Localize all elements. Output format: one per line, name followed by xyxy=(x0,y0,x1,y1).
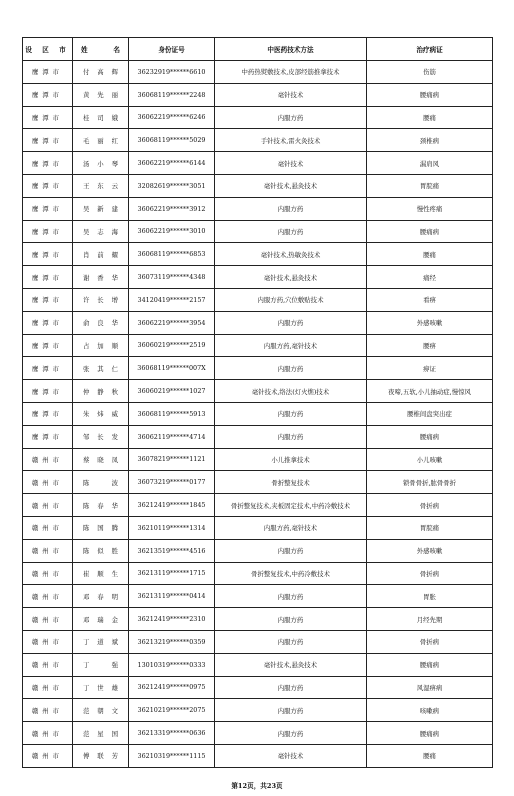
cell-indication: 腰椎间盘突出症 xyxy=(367,402,493,425)
table-row xyxy=(23,174,493,197)
cell-method: 内服方药 xyxy=(215,357,367,380)
cell-method: 内服方药 xyxy=(215,539,367,562)
cell-id: 36232919******6610 xyxy=(129,61,215,84)
cell-method: 内服方药,穴位敷贴技术 xyxy=(215,288,367,311)
cell-indication: 看痹 xyxy=(367,288,493,311)
cell-city: 鹰潭市 xyxy=(23,266,73,289)
table-row xyxy=(23,585,493,608)
cell-id: 36213119******0414 xyxy=(129,585,215,608)
cell-indication: 漏肩风 xyxy=(367,152,493,175)
cell-city: 赣州市 xyxy=(23,494,73,517)
table-row xyxy=(23,129,493,152)
header-city: 设 区 市 xyxy=(23,38,73,61)
cell-method: 内服方药 xyxy=(215,402,367,425)
cell-name: 邹长发 xyxy=(73,425,129,448)
table-header-row xyxy=(23,38,493,61)
cell-indication: 胃胀 xyxy=(367,585,493,608)
table-row xyxy=(23,699,493,722)
cell-name: 邓瑞金 xyxy=(73,608,129,631)
cell-indication: 腰痛 xyxy=(367,744,493,767)
cell-city: 鹰潭市 xyxy=(23,402,73,425)
table-row xyxy=(23,61,493,84)
table-row xyxy=(23,471,493,494)
table-row xyxy=(23,220,493,243)
cell-indication: 骨折病 xyxy=(367,494,493,517)
cell-indication: 腰痛病 xyxy=(367,722,493,745)
table-row xyxy=(23,266,493,289)
cell-method: 内服方药 xyxy=(215,197,367,220)
cell-id: 36210319******1115 xyxy=(129,744,215,767)
cell-name: 占加顺 xyxy=(73,334,129,357)
cell-city: 赣州市 xyxy=(23,653,73,676)
table-row xyxy=(23,83,493,106)
table-row xyxy=(23,380,493,403)
table-row xyxy=(23,334,493,357)
cell-indication: 痛经 xyxy=(367,266,493,289)
table-row xyxy=(23,494,493,517)
cell-name: 黄先丽 xyxy=(73,83,129,106)
cell-indication: 咳嗽病 xyxy=(367,699,493,722)
header-indication: 治疗病证 xyxy=(367,38,493,61)
cell-method: 内服方药 xyxy=(215,106,367,129)
cell-city: 鹰潭市 xyxy=(23,83,73,106)
cell-indication: 腰痛病 xyxy=(367,83,493,106)
cell-indication: 腰痛病 xyxy=(367,425,493,448)
cell-city: 鹰潭市 xyxy=(23,243,73,266)
cell-method: 内服方药 xyxy=(215,425,367,448)
cell-id: 36212419******0975 xyxy=(129,676,215,699)
cell-indication: 腰痛 xyxy=(367,106,493,129)
cell-indication: 颈椎病 xyxy=(367,129,493,152)
table-row xyxy=(23,516,493,539)
cell-method: 内服方药 xyxy=(215,699,367,722)
cell-indication: 慢性疼痛 xyxy=(367,197,493,220)
cell-name: 桂司娥 xyxy=(73,106,129,129)
cell-id: 36213519******4516 xyxy=(129,539,215,562)
table-row xyxy=(23,106,493,129)
cell-city: 鹰潭市 xyxy=(23,61,73,84)
cell-id: 36213319******0636 xyxy=(129,722,215,745)
cell-id: 36068119******6853 xyxy=(129,243,215,266)
cell-id: 36073219******0177 xyxy=(129,471,215,494)
cell-name: 谢香华 xyxy=(73,266,129,289)
cell-id: 36062119******4714 xyxy=(129,425,215,448)
cell-method: 内服方药 xyxy=(215,608,367,631)
cell-name: 仲静秋 xyxy=(73,380,129,403)
cell-id: 32082619******3051 xyxy=(129,174,215,197)
cell-id: 36078219******1121 xyxy=(129,448,215,471)
table-row xyxy=(23,357,493,380)
cell-city: 鹰潭市 xyxy=(23,197,73,220)
cell-id: 13010319******0333 xyxy=(129,653,215,676)
cell-name: 蔡晓凤 xyxy=(73,448,129,471)
cell-indication: 胃脘痛 xyxy=(367,516,493,539)
cell-id: 36060219******2519 xyxy=(129,334,215,357)
cell-city: 赣州市 xyxy=(23,699,73,722)
cell-method: 毫针技术 xyxy=(215,152,367,175)
cell-indication: 外感咳嗽 xyxy=(367,311,493,334)
cell-name: 付高辉 xyxy=(73,61,129,84)
cell-method: 毫针技术 xyxy=(215,83,367,106)
cell-city: 鹰潭市 xyxy=(23,425,73,448)
cell-indication: 风湿痹病 xyxy=(367,676,493,699)
cell-id: 36213119******1715 xyxy=(129,562,215,585)
cell-city: 赣州市 xyxy=(23,562,73,585)
cell-indication: 腰痛病 xyxy=(367,653,493,676)
cell-city: 赣州市 xyxy=(23,448,73,471)
cell-indication: 腰痛病 xyxy=(367,220,493,243)
cell-indication: 伤筋 xyxy=(367,61,493,84)
cell-method: 内服方药 xyxy=(215,676,367,699)
cell-indication: 夜啼,五软,小儿抽动症,慢惊风 xyxy=(367,380,493,403)
table-row xyxy=(23,630,493,653)
cell-id: 36212419******2310 xyxy=(129,608,215,631)
cell-method: 内服方药,毫针技术 xyxy=(215,334,367,357)
cell-method: 骨折整复技术,中药冷敷技术 xyxy=(215,562,367,585)
cell-name: 傅联芳 xyxy=(73,744,129,767)
cell-name: 丁强 xyxy=(73,653,129,676)
cell-id: 36073119******4348 xyxy=(129,266,215,289)
cell-indication: 月经先期 xyxy=(367,608,493,631)
table-row xyxy=(23,562,493,585)
cell-method: 毫针技术,悬灸技术 xyxy=(215,266,367,289)
cell-method: 手针技术,雷火灸技术 xyxy=(215,129,367,152)
cell-id: 36068119******007X xyxy=(129,357,215,380)
cell-city: 鹰潭市 xyxy=(23,129,73,152)
cell-city: 赣州市 xyxy=(23,585,73,608)
cell-city: 鹰潭市 xyxy=(23,311,73,334)
header-method: 中医药技术方法 xyxy=(215,38,367,61)
cell-method: 内服方药 xyxy=(215,311,367,334)
cell-id: 36210119******1314 xyxy=(129,516,215,539)
cell-method: 小儿推拿技术 xyxy=(215,448,367,471)
cell-name: 朱炜威 xyxy=(73,402,129,425)
table-row xyxy=(23,722,493,745)
cell-name: 俞良华 xyxy=(73,311,129,334)
cell-city: 赣州市 xyxy=(23,676,73,699)
cell-id: 36062219******6246 xyxy=(129,106,215,129)
cell-name: 邓春明 xyxy=(73,585,129,608)
cell-method: 中药热熨敷技术,皮部经筋推拿技术 xyxy=(215,61,367,84)
cell-name: 吴新建 xyxy=(73,197,129,220)
cell-city: 鹰潭市 xyxy=(23,106,73,129)
cell-method: 内服方药 xyxy=(215,220,367,243)
cell-id: 36068119******5913 xyxy=(129,402,215,425)
cell-id: 36068119******5029 xyxy=(129,129,215,152)
registry-table xyxy=(22,37,493,768)
cell-method: 毫针技术,热敏灸技术 xyxy=(215,243,367,266)
cell-name: 丁世雄 xyxy=(73,676,129,699)
table-row xyxy=(23,243,493,266)
cell-name: 许长增 xyxy=(73,288,129,311)
table-row xyxy=(23,539,493,562)
cell-method: 毫针技术,悬灸技术 xyxy=(215,653,367,676)
cell-name: 范星国 xyxy=(73,722,129,745)
cell-city: 鹰潭市 xyxy=(23,174,73,197)
table-row xyxy=(23,311,493,334)
cell-indication: 锁骨骨折,肱骨骨折 xyxy=(367,471,493,494)
cell-id: 36212419******1845 xyxy=(129,494,215,517)
cell-name: 汤小琴 xyxy=(73,152,129,175)
cell-city: 鹰潭市 xyxy=(23,334,73,357)
cell-name: 崔顺生 xyxy=(73,562,129,585)
table-row xyxy=(23,288,493,311)
cell-city: 赣州市 xyxy=(23,471,73,494)
cell-name: 肖前耀 xyxy=(73,243,129,266)
cell-name: 范朝文 xyxy=(73,699,129,722)
cell-city: 赣州市 xyxy=(23,630,73,653)
cell-indication: 骨折病 xyxy=(367,562,493,585)
cell-id: 34120419******2157 xyxy=(129,288,215,311)
cell-city: 赣州市 xyxy=(23,744,73,767)
cell-name: 陈波 xyxy=(73,471,129,494)
table-row xyxy=(23,425,493,448)
table-row xyxy=(23,744,493,767)
cell-city: 鹰潭市 xyxy=(23,152,73,175)
cell-name: 张其仁 xyxy=(73,357,129,380)
cell-city: 鹰潭市 xyxy=(23,380,73,403)
page-footer: 第12页，共23页 xyxy=(231,782,283,790)
cell-city: 赣州市 xyxy=(23,539,73,562)
cell-method: 毫针技术,络法(灯火燋)技术 xyxy=(215,380,367,403)
table-row xyxy=(23,653,493,676)
cell-id: 36062219******3954 xyxy=(129,311,215,334)
table-row xyxy=(23,197,493,220)
table-row xyxy=(23,608,493,631)
cell-name: 王东云 xyxy=(73,174,129,197)
cell-method: 内服方药,毫针技术 xyxy=(215,516,367,539)
cell-method: 内服方药 xyxy=(215,585,367,608)
cell-name: 陈春华 xyxy=(73,494,129,517)
table-row xyxy=(23,676,493,699)
header-id: 身份证号 xyxy=(129,38,215,61)
cell-indication: 腰痹 xyxy=(367,334,493,357)
cell-id: 36062219******3912 xyxy=(129,197,215,220)
cell-method: 毫针技术,悬灸技术 xyxy=(215,174,367,197)
cell-method: 骨折整复技术 xyxy=(215,471,367,494)
cell-indication: 小儿咳嗽 xyxy=(367,448,493,471)
cell-city: 赣州市 xyxy=(23,516,73,539)
table-body xyxy=(23,61,493,768)
table-row xyxy=(23,448,493,471)
cell-id: 36210219******2075 xyxy=(129,699,215,722)
cell-id: 36060219******1027 xyxy=(129,380,215,403)
cell-city: 鹰潭市 xyxy=(23,288,73,311)
cell-name: 毛丽红 xyxy=(73,129,129,152)
cell-method: 内服方药 xyxy=(215,722,367,745)
cell-name: 丁道斌 xyxy=(73,630,129,653)
cell-indication: 胃脘痛 xyxy=(367,174,493,197)
registry-table-page xyxy=(22,37,492,768)
table-row xyxy=(23,152,493,175)
cell-indication: 痹证 xyxy=(367,357,493,380)
cell-city: 鹰潭市 xyxy=(23,357,73,380)
cell-city: 赣州市 xyxy=(23,608,73,631)
cell-city: 鹰潭市 xyxy=(23,220,73,243)
header-name: 姓 名 xyxy=(73,38,129,61)
cell-indication: 骨折病 xyxy=(367,630,493,653)
cell-method: 毫针技术 xyxy=(215,744,367,767)
table-row xyxy=(23,402,493,425)
cell-id: 36062219******6144 xyxy=(129,152,215,175)
cell-id: 36068119******2248 xyxy=(129,83,215,106)
cell-id: 36213219******0359 xyxy=(129,630,215,653)
cell-id: 36062219******3010 xyxy=(129,220,215,243)
cell-indication: 外感咳嗽 xyxy=(367,539,493,562)
cell-method: 内服方药 xyxy=(215,630,367,653)
cell-indication: 腰痛 xyxy=(367,243,493,266)
cell-name: 陈国腾 xyxy=(73,516,129,539)
cell-city: 赣州市 xyxy=(23,722,73,745)
cell-name: 陈似胜 xyxy=(73,539,129,562)
cell-method: 骨折整复技术,夹板固定技术,中药冷敷技术 xyxy=(215,494,367,517)
cell-name: 吴志海 xyxy=(73,220,129,243)
